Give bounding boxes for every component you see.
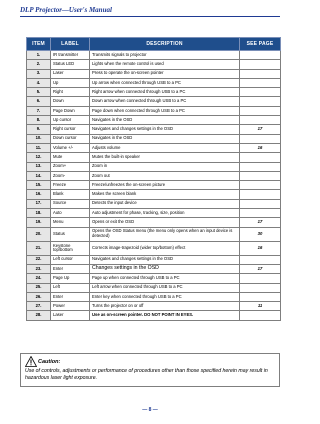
item-see-page: 16	[240, 143, 281, 152]
caution-title: Caution:	[38, 359, 61, 365]
item-label: Status LED	[51, 60, 90, 69]
item-label: Status	[51, 227, 90, 241]
table-row	[27, 292, 281, 301]
item-label: Keystone top/bottom	[51, 241, 90, 255]
item-description: Up arrow when connected through USB to a PC	[90, 78, 240, 87]
item-number: 10.	[27, 134, 51, 143]
item-see-page	[240, 283, 281, 292]
item-description: Changes settings in the OSD	[90, 264, 240, 273]
item-description: Navigates in the OSD	[90, 116, 240, 125]
table-row	[27, 51, 281, 60]
item-number: 13.	[27, 162, 51, 171]
item-see-page	[240, 209, 281, 218]
warning-triangle-icon	[25, 356, 37, 367]
table-row	[27, 209, 281, 218]
table-row	[27, 143, 281, 152]
item-see-page: 11	[240, 302, 281, 311]
item-see-page	[240, 255, 281, 264]
item-description: Mutes the built-in speaker	[90, 153, 240, 162]
item-number: 16.	[27, 190, 51, 199]
item-number: 5.	[27, 88, 51, 97]
item-label: Menu	[51, 218, 90, 227]
table-row	[27, 241, 281, 255]
item-description: Left arrow when connected through USB to a PC	[90, 283, 240, 292]
item-label: IR transmitter	[51, 51, 90, 60]
item-label: Enter	[51, 264, 90, 273]
item-number: 17.	[27, 199, 51, 208]
item-description: Transmits signals to projector	[90, 51, 240, 60]
item-see-page	[240, 116, 281, 125]
item-number: 21.	[27, 241, 51, 255]
header-label: LABEL	[51, 38, 90, 51]
item-see-page	[240, 97, 281, 106]
item-number: 1.	[27, 51, 51, 60]
table-row	[27, 106, 281, 115]
item-description: Opens the OSD Status menu (the menu only opens when an input device is detected)	[90, 227, 240, 241]
item-see-page	[240, 153, 281, 162]
item-see-page	[240, 274, 281, 283]
table-row	[27, 264, 281, 273]
item-label: Freeze	[51, 181, 90, 190]
item-label: Mute	[51, 153, 90, 162]
item-see-page: 17	[240, 125, 281, 134]
item-see-page	[240, 69, 281, 78]
item-description: Lights when the remote control is used	[90, 60, 240, 69]
table-row	[27, 283, 281, 292]
table-row	[27, 171, 281, 180]
item-description: Zoom out	[90, 171, 240, 180]
page-number: — 8 —	[142, 407, 158, 413]
item-number: 28.	[27, 311, 51, 320]
item-label: Zoom-	[51, 171, 90, 180]
item-number: 26.	[27, 292, 51, 301]
item-number: 25.	[27, 283, 51, 292]
item-number: 6.	[27, 97, 51, 106]
item-label: Volume +/-	[51, 143, 90, 152]
table-row	[27, 116, 281, 125]
item-label: Up cursor	[51, 116, 90, 125]
item-see-page	[240, 78, 281, 87]
table-row	[27, 218, 281, 227]
header-see-page: SEE PAGE	[240, 38, 281, 51]
item-see-page	[240, 88, 281, 97]
item-see-page	[240, 51, 281, 60]
item-description: Page down when connected through USB to a PC	[90, 106, 240, 115]
caution-box	[20, 353, 280, 387]
item-label: Power	[51, 302, 90, 311]
table-row	[27, 302, 281, 311]
item-see-page	[240, 106, 281, 115]
item-label: Laser	[51, 311, 90, 320]
item-number: 4.	[27, 78, 51, 87]
item-label: Auto	[51, 209, 90, 218]
table-row	[27, 88, 281, 97]
item-description: Adjusts volume	[90, 143, 240, 152]
item-number: 27.	[27, 302, 51, 311]
item-see-page	[240, 171, 281, 180]
item-see-page	[240, 60, 281, 69]
item-description: Corrects image-trapezoid (wider top/bottom) effect	[90, 241, 240, 255]
manual-header-title: DLP Projector—User's Manual	[20, 6, 112, 14]
table-row	[27, 255, 281, 264]
item-label: Source	[51, 199, 90, 208]
item-label: Page Down	[51, 106, 90, 115]
item-number: 12.	[27, 153, 51, 162]
table-row	[27, 227, 281, 241]
table-row	[27, 60, 281, 69]
item-number: 20.	[27, 227, 51, 241]
item-label: Right	[51, 88, 90, 97]
item-label: Page Up	[51, 274, 90, 283]
item-label: Up	[51, 78, 90, 87]
item-number: 7.	[27, 106, 51, 115]
item-see-page	[240, 162, 281, 171]
item-number: 18.	[27, 209, 51, 218]
item-see-page: 17	[240, 218, 281, 227]
item-description: Use as on-screen pointer. DO NOT POINT IN EYES.	[90, 311, 240, 320]
item-see-page: 16	[240, 241, 281, 255]
item-see-page	[240, 199, 281, 208]
item-description: Navigates and changes settings in the OSD	[90, 255, 240, 264]
item-description: Navigates and changes settings in the OSD	[90, 125, 240, 134]
table-row	[27, 274, 281, 283]
item-number: 9.	[27, 125, 51, 134]
item-label: Left	[51, 283, 90, 292]
item-description: Down arrow when connected through USB to a PC	[90, 97, 240, 106]
item-see-page	[240, 311, 281, 320]
item-number: 19.	[27, 218, 51, 227]
item-label: Right cursor	[51, 125, 90, 134]
item-description: Right arrow when connected through USB to a PC	[90, 88, 240, 97]
item-description: Opens or exit the OSD	[90, 218, 240, 227]
item-label: Laser	[51, 69, 90, 78]
item-number: 15.	[27, 181, 51, 190]
item-label: Zoom+	[51, 162, 90, 171]
header-item: ITEM	[27, 38, 51, 51]
item-see-page	[240, 134, 281, 143]
item-label: Down	[51, 97, 90, 106]
table-header-row	[27, 38, 281, 51]
table-row	[27, 125, 281, 134]
item-see-page: 17	[240, 264, 281, 273]
table-row	[27, 162, 281, 171]
item-number: 8.	[27, 116, 51, 125]
item-label: Blank	[51, 190, 90, 199]
item-number: 24.	[27, 274, 51, 283]
table-row	[27, 153, 281, 162]
item-description: Turns the projector on or off	[90, 302, 240, 311]
item-label: Enter	[51, 292, 90, 301]
item-description: Detects the input device	[90, 199, 240, 208]
header-divider	[20, 16, 280, 17]
item-description: Page up when connected through USB to a PC	[90, 274, 240, 283]
item-see-page	[240, 190, 281, 199]
item-description: Press to operate the on-screen pointer	[90, 69, 240, 78]
item-see-page	[240, 292, 281, 301]
caution-text: Use of controls, adjustments or performance of procedures other than those specified herein may result in hazardous laser light exposure.	[25, 368, 268, 381]
item-description: Navigates in the OSD	[90, 134, 240, 143]
table-row	[27, 181, 281, 190]
table-row	[27, 97, 281, 106]
remote-keys-table	[26, 37, 281, 321]
table-row	[27, 311, 281, 320]
item-description: Auto adjustment for phase, tracking, size, position	[90, 209, 240, 218]
item-number: 23.	[27, 264, 51, 273]
item-number: 3.	[27, 69, 51, 78]
item-description: Makes the screen blank	[90, 190, 240, 199]
header-description: DESCRIPTION	[90, 38, 240, 51]
item-see-page	[240, 181, 281, 190]
table-row	[27, 134, 281, 143]
item-description: Freeze/unfreezes the on-screen picture	[90, 181, 240, 190]
item-description: Enter key when connected through USB to a PC	[90, 292, 240, 301]
item-label: Left cursor	[51, 255, 90, 264]
item-number: 2.	[27, 60, 51, 69]
table-row	[27, 78, 281, 87]
table-row	[27, 69, 281, 78]
item-number: 11.	[27, 143, 51, 152]
item-number: 22.	[27, 255, 51, 264]
item-number: 14.	[27, 171, 51, 180]
item-description: Zoom in	[90, 162, 240, 171]
item-label: Down cursor	[51, 134, 90, 143]
item-see-page: 30	[240, 227, 281, 241]
table-row	[27, 190, 281, 199]
table-row	[27, 199, 281, 208]
